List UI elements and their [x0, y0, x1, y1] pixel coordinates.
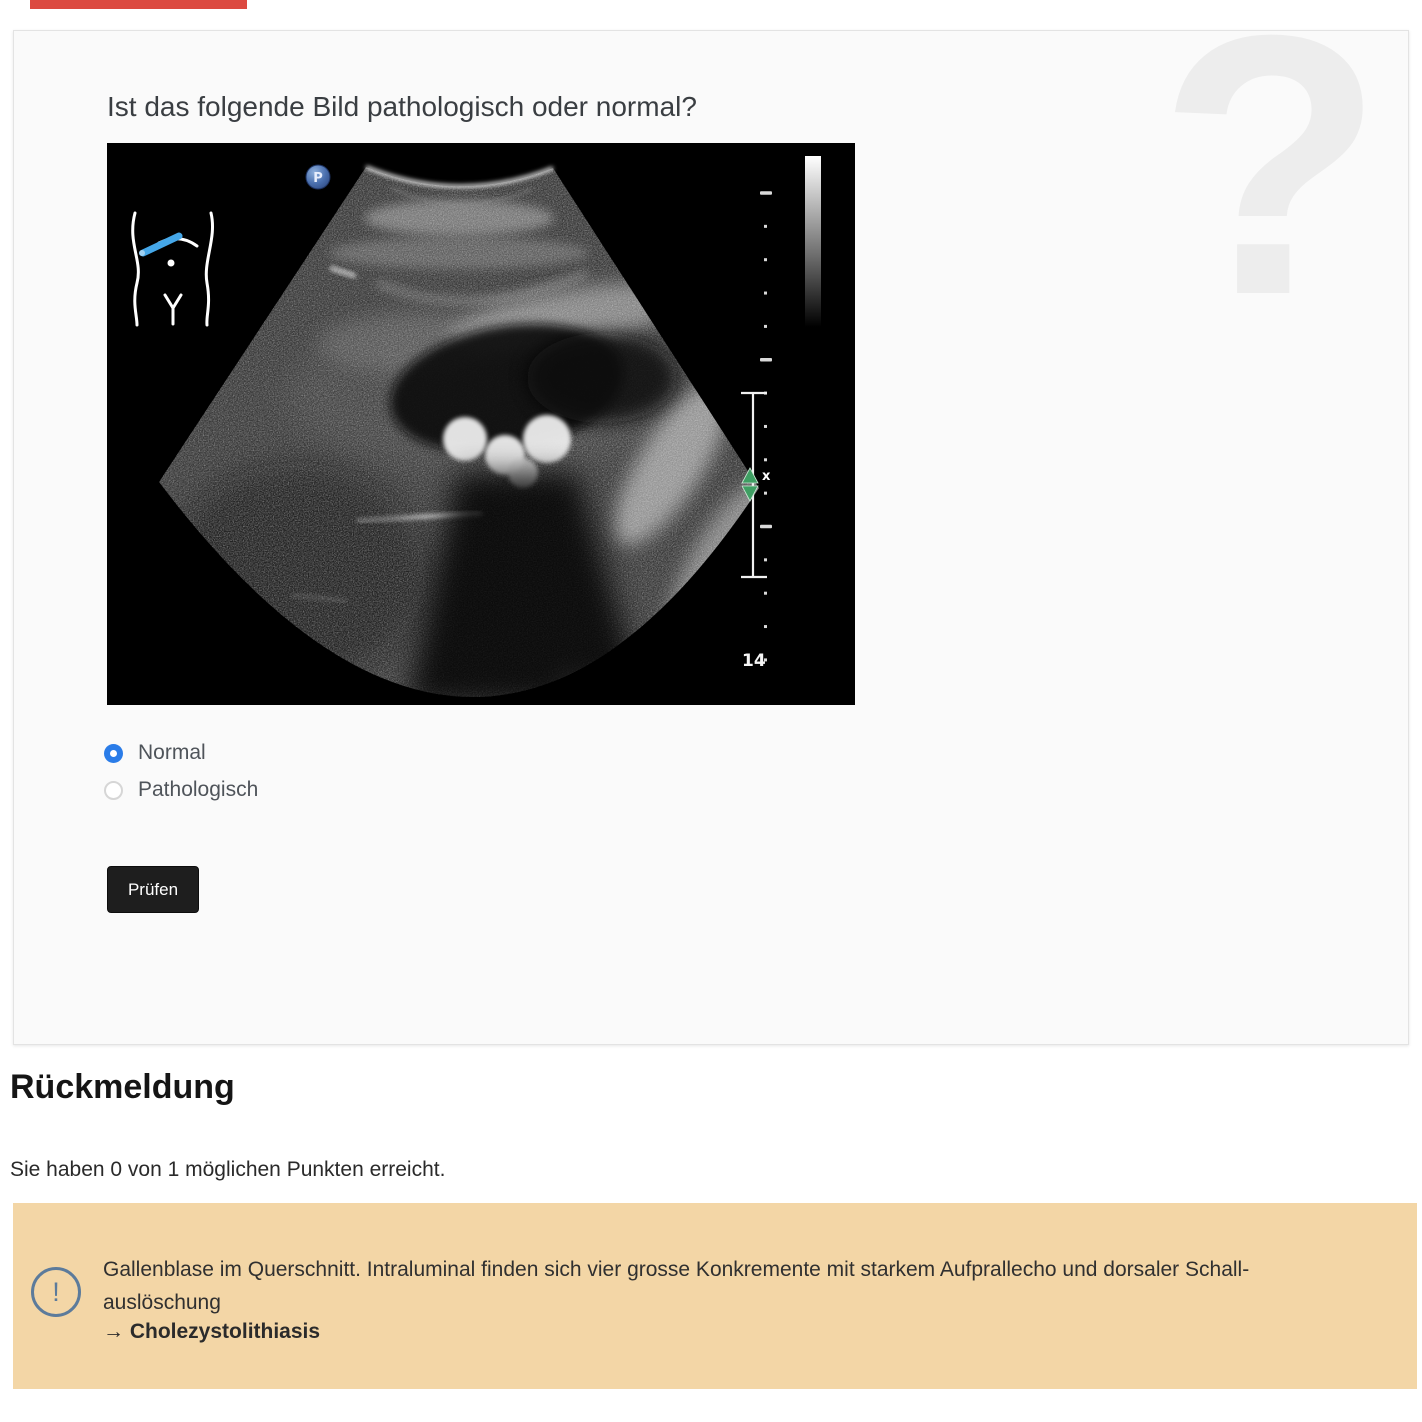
option-row-normal[interactable] [104, 743, 206, 763]
question-title: Ist das folgende Bild pathologisch oder normal? [107, 91, 697, 122]
grayscale-bar [805, 156, 821, 336]
check-button[interactable]: Prüfen [107, 866, 199, 913]
option-row-pathologisch[interactable] [104, 780, 258, 800]
option-label-pathologisch[interactable]: Pathologisch [138, 778, 259, 801]
caliper-marker-label: x [762, 469, 771, 484]
arrow-icon: → [103, 1320, 130, 1343]
radio-pathologisch[interactable] [104, 781, 123, 800]
feedback-heading: Rückmeldung [10, 1068, 235, 1106]
score-text: Sie haben 0 von 1 möglichen Punkten erreicht. [10, 1158, 446, 1181]
exclamation-circle-icon: ! [31, 1267, 81, 1317]
depth-label: 14 [742, 651, 766, 671]
diagnosis-term: Cholezystolithiasis [129, 1320, 321, 1343]
feedback-note [103, 1253, 1249, 1319]
diagnosis-line [103, 1320, 320, 1344]
option-label-normal[interactable]: Normal [138, 741, 206, 764]
probe-orientation-badge [306, 165, 330, 189]
feedback-note-line2: auslöschung [103, 1291, 221, 1314]
ultrasound-image [107, 143, 855, 705]
question-mark-watermark-icon: ? [1158, 0, 1385, 372]
feedback-note-line1: Gallenblase im Querschnitt. Intraluminal finden sich vier grosse Konkremente mit starkem Aufprallecho und dorsaler Schall- [103, 1258, 1250, 1281]
top-accent-bar [30, 0, 247, 9]
svg-text:P: P [313, 171, 323, 186]
radio-normal[interactable] [104, 744, 123, 763]
feedback-box [13, 1203, 1417, 1389]
